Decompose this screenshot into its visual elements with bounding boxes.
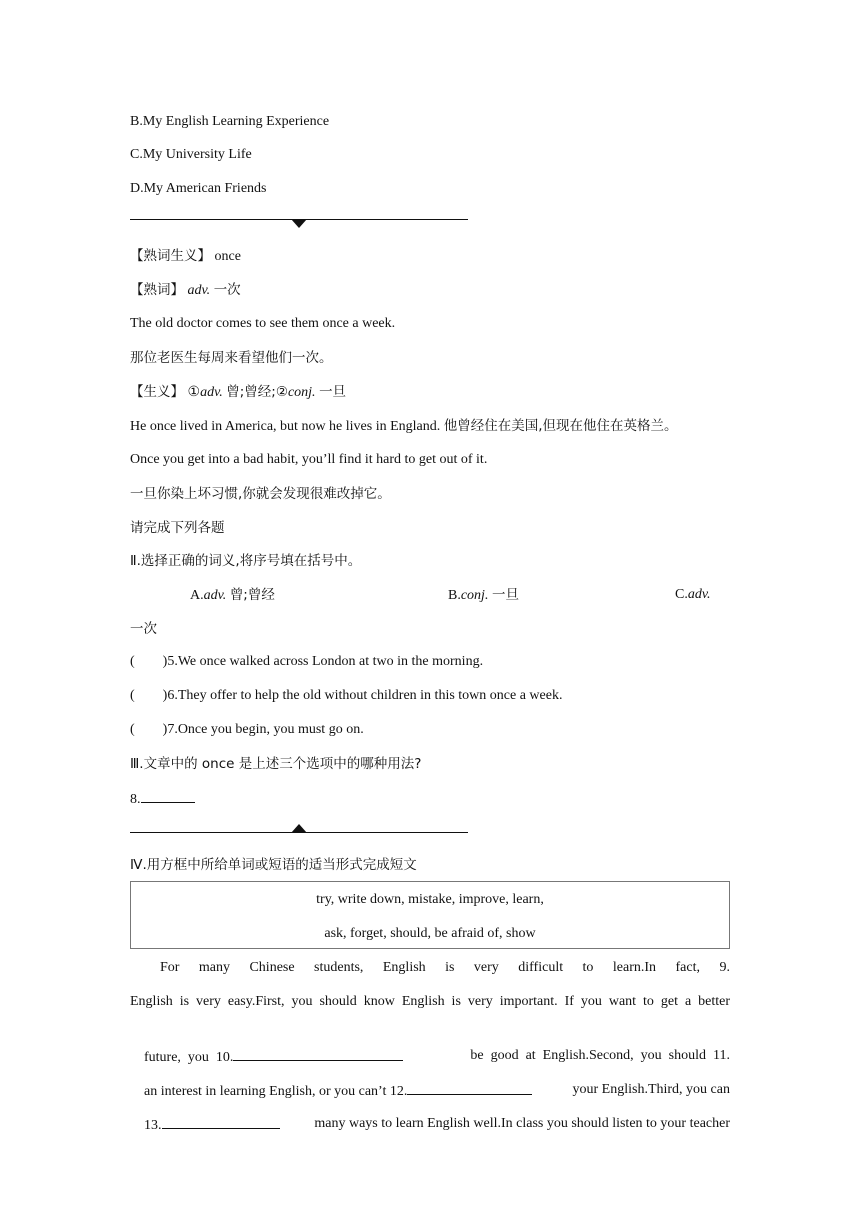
option-b: B.My English Learning Experience <box>130 114 330 129</box>
choice-b-label: B. <box>448 588 461 603</box>
new-meaning-marker: ① <box>187 385 201 400</box>
option-d: D.My American Friends <box>130 181 267 196</box>
passage-line-2: English is very easy.First, you should know English is very important. If you want to get a better <box>130 994 730 1009</box>
vocab-word: once <box>214 249 241 264</box>
example1-cn: 那位老医生每周来看望他们一次。 <box>130 350 333 366</box>
familiar-label: 【熟词】 <box>130 282 184 298</box>
example3-en: Once you get into a bad habit, you’ll find it hard to get out of it. <box>130 452 488 467</box>
passage-line-5 <box>130 1094 730 1156</box>
choice-c-meaning: 一次 <box>130 621 157 637</box>
new-meaning-1: 曾;曾经;② <box>226 384 288 400</box>
triangle-down-icon <box>291 219 307 228</box>
passage-word: many <box>198 960 231 975</box>
option-c: C.My University Life <box>130 147 252 162</box>
passage-line-3a: future, you 10. <box>144 1050 234 1065</box>
triangle-up-icon <box>291 824 307 833</box>
word-bank-line-1: try, write down, mistake, improve, learn, <box>316 892 544 907</box>
passage-word: fact, <box>675 960 700 975</box>
vocab-heading: 【熟词生义】 <box>130 248 211 264</box>
passage-line-4b: your English.Third, you can <box>572 1082 730 1097</box>
section3-title: Ⅲ.文章中的 once 是上述三个选项中的哪种用法? <box>130 756 422 772</box>
question-6: ( )6.They offer to help the old without children in this town once a week. <box>130 688 563 703</box>
answer-blank-10[interactable] <box>233 1046 403 1061</box>
passage-word: 9. <box>719 960 730 975</box>
word-bank-line-2: ask, forget, should, be afraid of, show <box>324 926 536 941</box>
example1-en: The old doctor comes to see them once a week. <box>130 316 396 331</box>
passage-word: English <box>382 960 426 975</box>
new-pos-2: conj. <box>287 385 316 400</box>
passage-word: students, <box>314 960 364 975</box>
example3-cn: 一旦你染上坏习惯,你就会发现很难改掉它。 <box>130 486 391 502</box>
answer-blank-13[interactable] <box>162 1114 280 1129</box>
new-label: 【生义】 <box>130 384 184 400</box>
choice-c <box>675 585 711 605</box>
example2-en: He once lived in America, but now he lives in England. <box>130 419 441 434</box>
new-meaning-2: 一旦 <box>319 384 347 400</box>
passage-line-3b: be good at English.Second, you should 11. <box>470 1048 730 1063</box>
passage-line-4a: an interest in learning English, or you can’t 12. <box>144 1084 408 1099</box>
passage-line-5a: 13. <box>144 1118 162 1133</box>
new-pos-1: adv. <box>200 385 223 400</box>
choice-a-label: A. <box>190 588 204 603</box>
vocab-heading-line <box>130 246 241 267</box>
familiar-meaning: 一次 <box>213 282 241 298</box>
section4-title: Ⅳ.用方框中所给单词或短语的适当形式完成短文 <box>130 857 417 873</box>
section-divider-up <box>130 826 468 840</box>
choice-a-meaning: 曾;曾经 <box>229 587 275 603</box>
section2-title: Ⅱ.选择正确的词义,将序号填在括号中。 <box>130 553 362 569</box>
passage-word: is <box>445 960 455 975</box>
choice-a-pos: adv. <box>203 588 227 603</box>
question-8: 8. <box>130 792 141 807</box>
exercise-intro: 请完成下列各题 <box>130 520 225 536</box>
passage-word: Chinese <box>249 960 295 975</box>
passage-word: to <box>582 960 594 975</box>
passage-word: For <box>160 960 180 975</box>
question-8-line <box>130 788 195 810</box>
answer-blank-8[interactable] <box>141 788 195 803</box>
choice-b-meaning: 一旦 <box>491 587 519 603</box>
question-5: ( )5.We once walked across London at two in the morning. <box>130 654 484 669</box>
passage-word: very <box>473 960 499 975</box>
familiar-pos: adv. <box>187 283 211 298</box>
passage-line-1 <box>130 958 730 978</box>
passage-line-5b: many ways to learn English well.In class you should listen to your teacher <box>314 1116 730 1131</box>
passage-word: learn.In <box>612 960 657 975</box>
familiar-meaning-line <box>130 280 241 301</box>
question-7: ( )7.Once you begin, you must go on. <box>130 722 364 737</box>
choice-b <box>448 585 519 606</box>
section-divider-down <box>130 213 468 227</box>
choice-c-pos: adv. <box>687 587 711 602</box>
example2-cn: 他曾经住在美国,但现在他住在英格兰。 <box>443 418 678 434</box>
choice-a <box>190 585 275 606</box>
choice-b-pos: conj. <box>460 588 489 603</box>
choice-c-label: C. <box>675 587 688 602</box>
passage-word: difficult <box>518 960 564 975</box>
new-meaning-line <box>130 382 346 403</box>
word-bank-box <box>130 881 730 949</box>
answer-blank-12[interactable] <box>407 1080 532 1095</box>
example2-line <box>130 416 678 437</box>
